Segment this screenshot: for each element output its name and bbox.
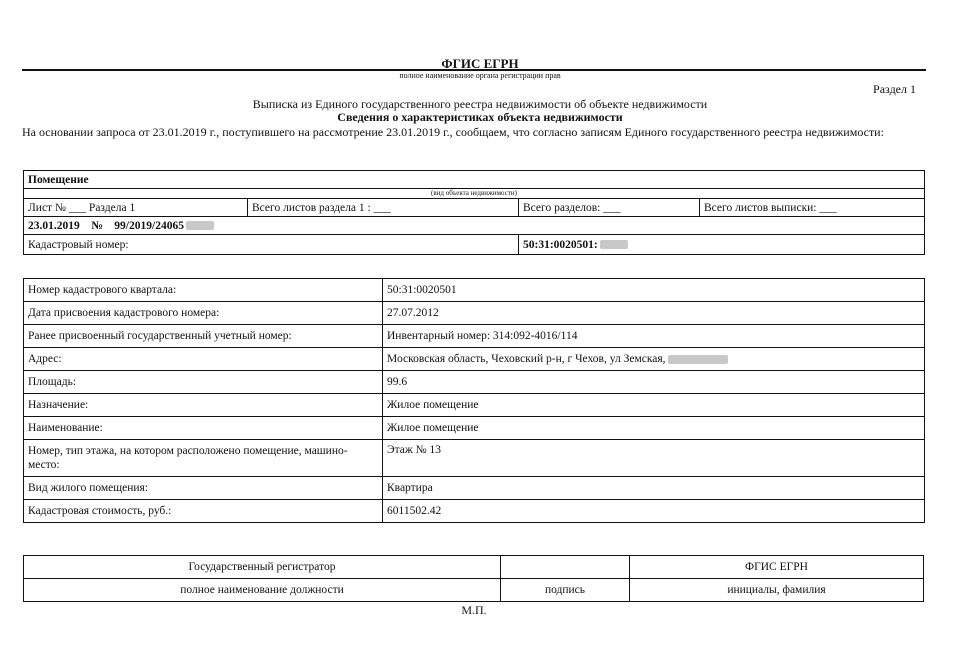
registrar-name: ФГИС ЕГРН bbox=[630, 556, 924, 579]
address-cell bbox=[383, 348, 925, 371]
row-label: Наименование: bbox=[24, 417, 383, 440]
row-value: Этаж № 13 bbox=[383, 440, 925, 477]
row-value: 50:31:0020501 bbox=[383, 279, 925, 302]
stamp-place: М.П. bbox=[461, 603, 487, 617]
sheet-number: Лист № ___ Раздела 1 bbox=[24, 199, 248, 217]
signature-caption: подпись bbox=[501, 579, 630, 602]
redacted-mark bbox=[668, 355, 728, 364]
initials-caption: инициалы, фамилия bbox=[630, 579, 924, 602]
cadastral-value: 50:31:0020501: bbox=[523, 238, 598, 251]
row-value: Инвентарный номер: 314:092-4016/114 bbox=[383, 325, 925, 348]
table-row bbox=[24, 394, 925, 417]
date-number-cell bbox=[24, 217, 925, 235]
row-value: 27.07.2012 bbox=[383, 302, 925, 325]
object-type: Помещение bbox=[24, 171, 925, 189]
row-label: Назначение: bbox=[24, 394, 383, 417]
table-row bbox=[24, 325, 925, 348]
object-header-table bbox=[23, 170, 925, 255]
row-value: 99.6 bbox=[383, 371, 925, 394]
row-value: Жилое помещение bbox=[383, 394, 925, 417]
row-label: Площадь: bbox=[24, 371, 383, 394]
row-value: 6011502.42 bbox=[383, 500, 925, 523]
total-extract-sheets: Всего листов выписки: ___ bbox=[700, 199, 925, 217]
extract-title: Выписка из Единого государственного реестра недвижимости об объекте недвижимости bbox=[252, 97, 708, 111]
redacted-mark bbox=[186, 221, 214, 230]
signature-cell bbox=[501, 556, 630, 579]
row-label: Адрес: bbox=[24, 348, 383, 371]
row-label: Номер, тип этажа, на котором расположено помещение, машино-место: bbox=[24, 440, 383, 477]
signature-table bbox=[23, 555, 924, 602]
date-number: 23.01.2019 № 99/2019/24065 bbox=[28, 219, 184, 232]
extract-subtitle: Сведения о характеристиках объекта недвижимости bbox=[337, 110, 623, 124]
table-row bbox=[24, 440, 925, 477]
row-label: Ранее присвоенный государственный учетный номер: bbox=[24, 325, 383, 348]
position-caption: полное наименование должности bbox=[24, 579, 501, 602]
redacted-mark bbox=[600, 240, 628, 249]
cadastral-value-cell bbox=[519, 235, 925, 255]
total-sections: Всего разделов: ___ bbox=[519, 199, 700, 217]
table-row bbox=[24, 477, 925, 500]
table-row bbox=[24, 371, 925, 394]
total-section-sheets: Всего листов раздела 1 : ___ bbox=[248, 199, 519, 217]
row-label: Кадастровая стоимость, руб.: bbox=[24, 500, 383, 523]
table-row bbox=[24, 417, 925, 440]
characteristics-table bbox=[23, 278, 925, 523]
row-label: Номер кадастрового квартала: bbox=[24, 279, 383, 302]
row-label: Дата присвоения кадастрового номера: bbox=[24, 302, 383, 325]
cadastral-label: Кадастровый номер: bbox=[24, 235, 519, 255]
row-value: Квартира bbox=[383, 477, 925, 500]
row-value: Жилое помещение bbox=[383, 417, 925, 440]
basis-paragraph: На основании запроса от 23.01.2019 г., поступившего на рассмотрение 23.01.2019 г., сообщаем, что согласно записям Единого государственного реестра недвижимости: bbox=[22, 125, 884, 139]
registry-caption: полное наименование органа регистрации прав bbox=[399, 71, 561, 80]
section-label: Раздел 1 bbox=[873, 82, 916, 96]
row-value: Московская область, Чеховский р-н, г Чехов, ул Земская, bbox=[387, 353, 666, 365]
table-row bbox=[24, 302, 925, 325]
table-row bbox=[24, 348, 925, 371]
registrar-position: Государственный регистратор bbox=[24, 556, 501, 579]
table-row bbox=[24, 279, 925, 302]
table-row bbox=[24, 500, 925, 523]
row-label: Вид жилого помещения: bbox=[24, 477, 383, 500]
registry-title: ФГИС ЕГРН bbox=[441, 56, 519, 71]
object-type-caption: (вид объекта недвижимости) bbox=[24, 189, 925, 199]
